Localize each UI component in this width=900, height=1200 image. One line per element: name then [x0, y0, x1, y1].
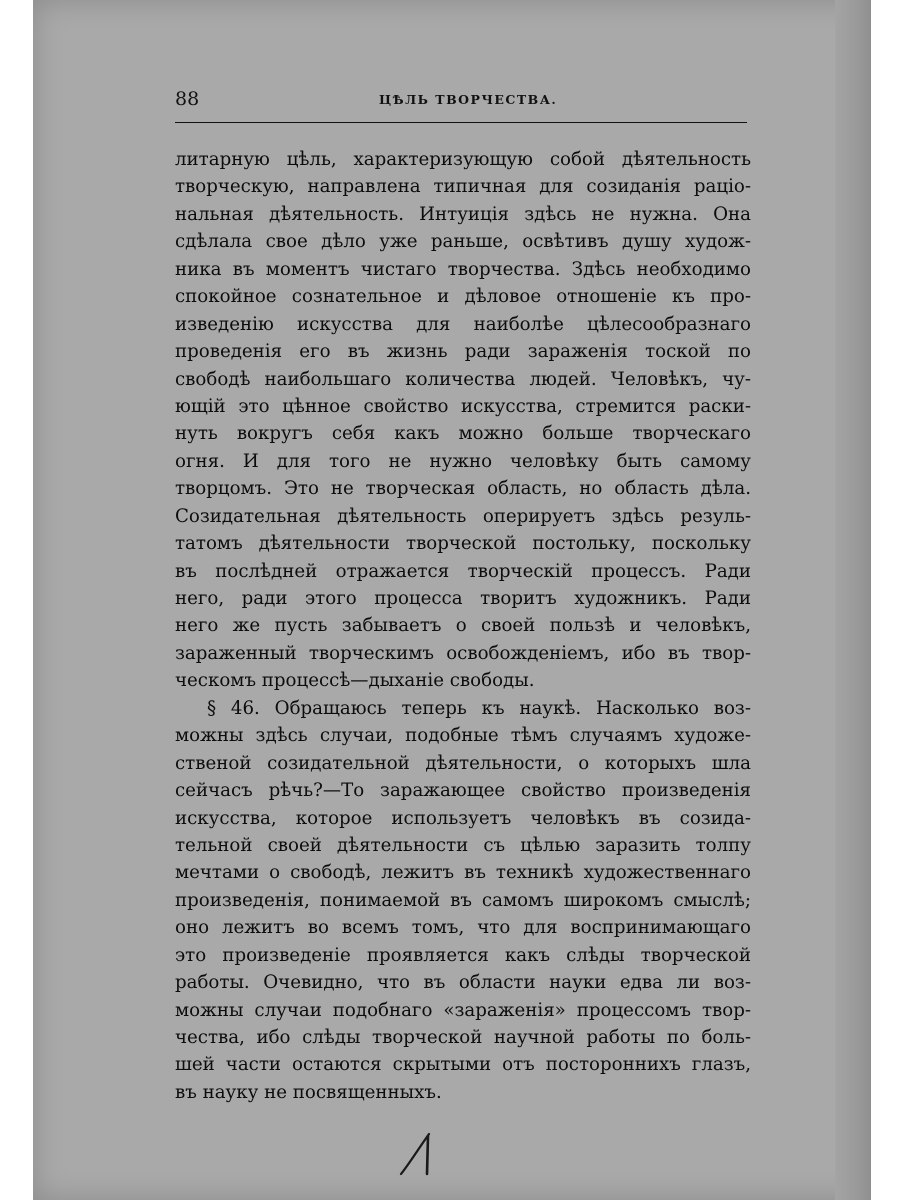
text-line: нуть вокругъ себя какъ можно больше творческаго: [175, 423, 751, 445]
text-line: него же пусть забываетъ о своей пользѣ и человѣкъ,: [175, 615, 751, 637]
pencil-mark: [395, 1128, 445, 1178]
text-line: въ послѣдней отражается творческій процессъ. Ради: [175, 560, 751, 582]
paragraph-end-line: ческомъ процессѣ—дыханіе свободы.: [175, 670, 535, 692]
text-line: можны случаи подобнаго «зараженія» процессомъ твор-: [175, 999, 751, 1021]
text-line: оно лежитъ во всемъ томъ, что для воспринимающаго: [175, 917, 751, 939]
page-number: 88: [175, 88, 200, 110]
text-line: работы. Очевидно, что въ области науки едва ли воз-: [175, 972, 751, 994]
text-line: чества, ибо слѣды творческой научной работы по боль-: [175, 1027, 751, 1048]
text-line: зараженный творческимъ освобожденіемъ, ибо въ твор-: [175, 642, 751, 664]
text-line: это произведеніе проявляется какъ слѣды творческой: [175, 944, 751, 966]
page-edge-shadow: [835, 0, 871, 1200]
text-line: татомъ дѣятельности творческой постольку, поскольку: [175, 533, 751, 555]
text-line: искусства, которое используетъ человѣкъ въ созида-: [175, 807, 751, 829]
text-line: мечтами о свободѣ, лежитъ въ техникѣ художественнаго: [175, 862, 751, 884]
text-line: тельной своей дѣятельности съ цѣлью заразить толпу: [175, 834, 751, 856]
text-line: сейчасъ рѣчь?—То заражающее свойство произведенія: [175, 780, 751, 802]
text-line: творцомъ. Это не творческая область, но область дѣла.: [175, 478, 751, 500]
section-46-first-line: § 46. Обращаюсь теперь къ наукѣ. Насколько воз-: [207, 697, 751, 719]
text-line: Созидательная дѣятельность оперируетъ здѣсь резуль-: [175, 505, 751, 527]
text-line: спокойное сознательное и дѣловое отношеніе къ про-: [175, 286, 751, 308]
running-title: ЦѢЛЬ ТВОРЧЕСТВА.: [379, 92, 558, 107]
text-line: него, ради этого процесса творитъ художникъ. Ради: [175, 588, 751, 609]
text-line: нальная дѣятельность. Интуиція здѣсь не нужна. Она: [175, 203, 751, 225]
paragraph-end-line: въ науку не посвященныхъ.: [175, 1081, 442, 1103]
text-line: проведенія его въ жизнь ради зараженія тоской по: [175, 341, 751, 363]
text-line: ственой созидательной дѣятельности, о которыхъ шла: [175, 752, 751, 774]
text-line: ющій это цѣнное свойство искусства, стремится раски-: [175, 395, 751, 417]
text-line: ника въ моментъ чистаго творчества. Здѣсь необходимо: [175, 258, 751, 280]
body-text: [175, 146, 751, 1106]
text-line: произведенія, понимаемой въ самомъ широкомъ смыслѣ;: [175, 889, 751, 911]
text-line: сдѣлала свое дѣло уже раньше, освѣтивъ душу худож-: [175, 231, 751, 253]
text-line: изведенію искусства для наиболѣе цѣлесообразнаго: [175, 313, 751, 335]
text-line: огня. И для того не нужно человѣку быть самому: [175, 450, 751, 472]
text-line: свободѣ наибольшаго количества людей. Человѣкъ, чу-: [175, 368, 751, 390]
text-line: творческую, направлена типичная для созиданія раціо-: [175, 176, 751, 198]
text-line: литарную цѣль, характеризующую собой дѣятельность: [175, 149, 751, 170]
text-line: шей части остаются скрытыми отъ постороннихъ глазъ,: [175, 1054, 751, 1076]
page-header: [175, 88, 747, 123]
text-line: можны здѣсь случаи, подобные тѣмъ случаямъ художе-: [175, 725, 751, 747]
